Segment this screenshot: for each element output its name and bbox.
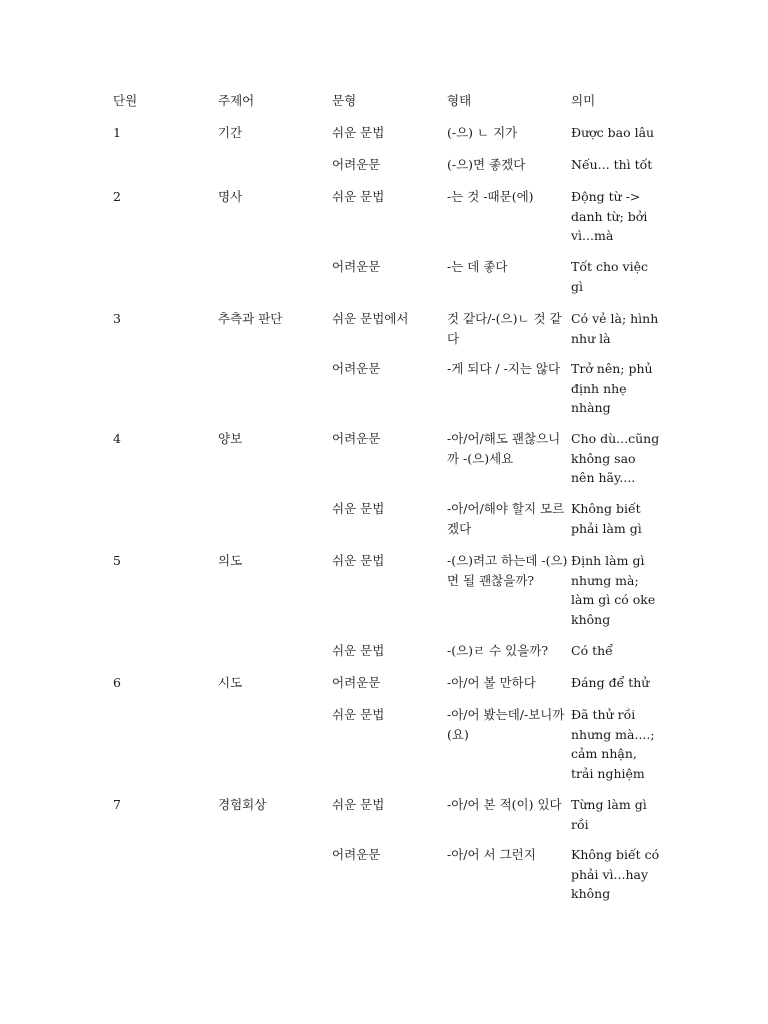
table-body (113, 123, 663, 915)
cell-meaning: Không biết phải làm gì (571, 501, 642, 536)
cell-pattern: 쉬운 문법에서 (332, 311, 409, 326)
table-row (113, 641, 663, 673)
table-row (113, 257, 663, 309)
table-row (113, 499, 663, 551)
table-row (113, 359, 663, 429)
cell-form: (-으) ㄴ 지가 (447, 125, 518, 140)
table-row (113, 705, 663, 795)
cell-keyword: 명사 (218, 189, 243, 204)
cell-pattern: 쉬운 문법 (332, 189, 385, 204)
cell-form: -(으)ㄹ 수 있을까? (447, 643, 549, 658)
cell-unit-number (113, 155, 218, 187)
cell-keyword: 경험회상 (218, 797, 267, 812)
table-row (113, 187, 663, 257)
cell-keyword (218, 155, 332, 187)
cell-form: -아/어 볼 만하다 (447, 675, 536, 690)
cell-form: -(으)려고 하는데 -(으)면 될 괜찮을까? (447, 553, 568, 588)
cell-meaning: Từng làm gì rồi (571, 797, 647, 832)
cell-form: -아/어 본 적(이) 있다 (447, 797, 562, 812)
table-row (113, 673, 663, 705)
cell-unit-number (113, 705, 218, 795)
cell-pattern: 어려운문 (332, 259, 381, 274)
cell-form: 것 같다/-(으)ㄴ 것 같다 (447, 311, 562, 346)
header-unit-number: 단원 (113, 93, 138, 108)
cell-meaning: Không biết có phải vì...hay không (571, 847, 660, 901)
header-pattern: 문형 (332, 93, 357, 108)
cell-meaning: Nếu... thì tốt (571, 157, 653, 172)
cell-unit-number: 1 (113, 125, 121, 140)
cell-meaning: Đáng để thử (571, 675, 650, 690)
cell-form: -아/어 서 그런지 (447, 847, 536, 862)
cell-unit-number: 7 (113, 797, 121, 812)
cell-pattern: 쉬운 문법 (332, 125, 385, 140)
table-header-row (113, 91, 663, 123)
cell-meaning: Tốt cho việc gì (571, 259, 648, 294)
grammar-table (113, 91, 663, 915)
cell-unit-number: 4 (113, 431, 121, 446)
cell-unit-number (113, 359, 218, 429)
cell-meaning: Được bao lâu (571, 125, 655, 140)
cell-pattern: 쉬운 문법 (332, 643, 385, 658)
table-row (113, 309, 663, 359)
cell-keyword: 양보 (218, 431, 243, 446)
cell-keyword (218, 499, 332, 551)
cell-form: -아/어 봤는데/-보니까 (요) (447, 707, 565, 742)
cell-form: (-으)면 좋겠다 (447, 157, 526, 172)
table-row (113, 551, 663, 641)
cell-unit-number: 6 (113, 675, 121, 690)
cell-form: -게 되다 / -지는 않다 (447, 361, 561, 376)
cell-unit-number: 5 (113, 553, 121, 568)
cell-keyword: 추측과 판단 (218, 311, 283, 326)
cell-keyword (218, 705, 332, 795)
cell-pattern: 어려운문 (332, 361, 381, 376)
cell-pattern: 쉬운 문법 (332, 553, 385, 568)
cell-pattern: 쉬운 문법 (332, 797, 385, 812)
table-row (113, 845, 663, 915)
header-form: 형태 (447, 93, 472, 108)
table-row (113, 795, 663, 845)
cell-unit-number (113, 845, 218, 915)
cell-form: -는 데 좋다 (447, 259, 508, 274)
cell-keyword: 시도 (218, 675, 243, 690)
table-row (113, 123, 663, 155)
cell-keyword (218, 359, 332, 429)
cell-pattern: 어려운문 (332, 157, 381, 172)
cell-meaning: Có thể (571, 643, 613, 658)
table-row (113, 429, 663, 499)
cell-pattern: 어려운문 (332, 847, 381, 862)
cell-keyword (218, 257, 332, 309)
header-keyword: 주제어 (218, 93, 255, 108)
cell-keyword: 기간 (218, 125, 243, 140)
header-meaning: 의미 (571, 93, 596, 108)
cell-meaning: Cho dù...cũng không sao nên hãy.... (571, 431, 660, 485)
cell-unit-number (113, 499, 218, 551)
cell-unit-number: 3 (113, 311, 121, 326)
cell-unit-number (113, 257, 218, 309)
cell-form: -아/어/해도 괜찮으니까 -(으)세요 (447, 431, 561, 466)
cell-meaning: Có vẻ là; hình như là (571, 311, 659, 346)
cell-pattern: 쉬운 문법 (332, 707, 385, 722)
cell-pattern: 어려운문 (332, 431, 381, 446)
cell-form: -는 것 -때문(에) (447, 189, 534, 204)
cell-keyword (218, 641, 332, 673)
cell-meaning: Động từ -> danh từ; bởi vì...mà (571, 189, 648, 243)
cell-form: -아/어/해야 할지 모르겠다 (447, 501, 565, 536)
cell-pattern: 어려운문 (332, 675, 381, 690)
cell-unit-number (113, 641, 218, 673)
cell-keyword: 의도 (218, 553, 243, 568)
cell-meaning: Trở nên; phủ định nhẹ nhàng (571, 361, 653, 415)
cell-pattern: 쉬운 문법 (332, 501, 385, 516)
cell-keyword (218, 845, 332, 915)
cell-meaning: Đã thử rồi nhưng mà....; cảm nhận, trải nghiệm (571, 707, 655, 781)
table-row (113, 155, 663, 187)
cell-meaning: Định làm gì nhưng mà; làm gì có oke không (571, 553, 656, 627)
cell-unit-number: 2 (113, 189, 121, 204)
